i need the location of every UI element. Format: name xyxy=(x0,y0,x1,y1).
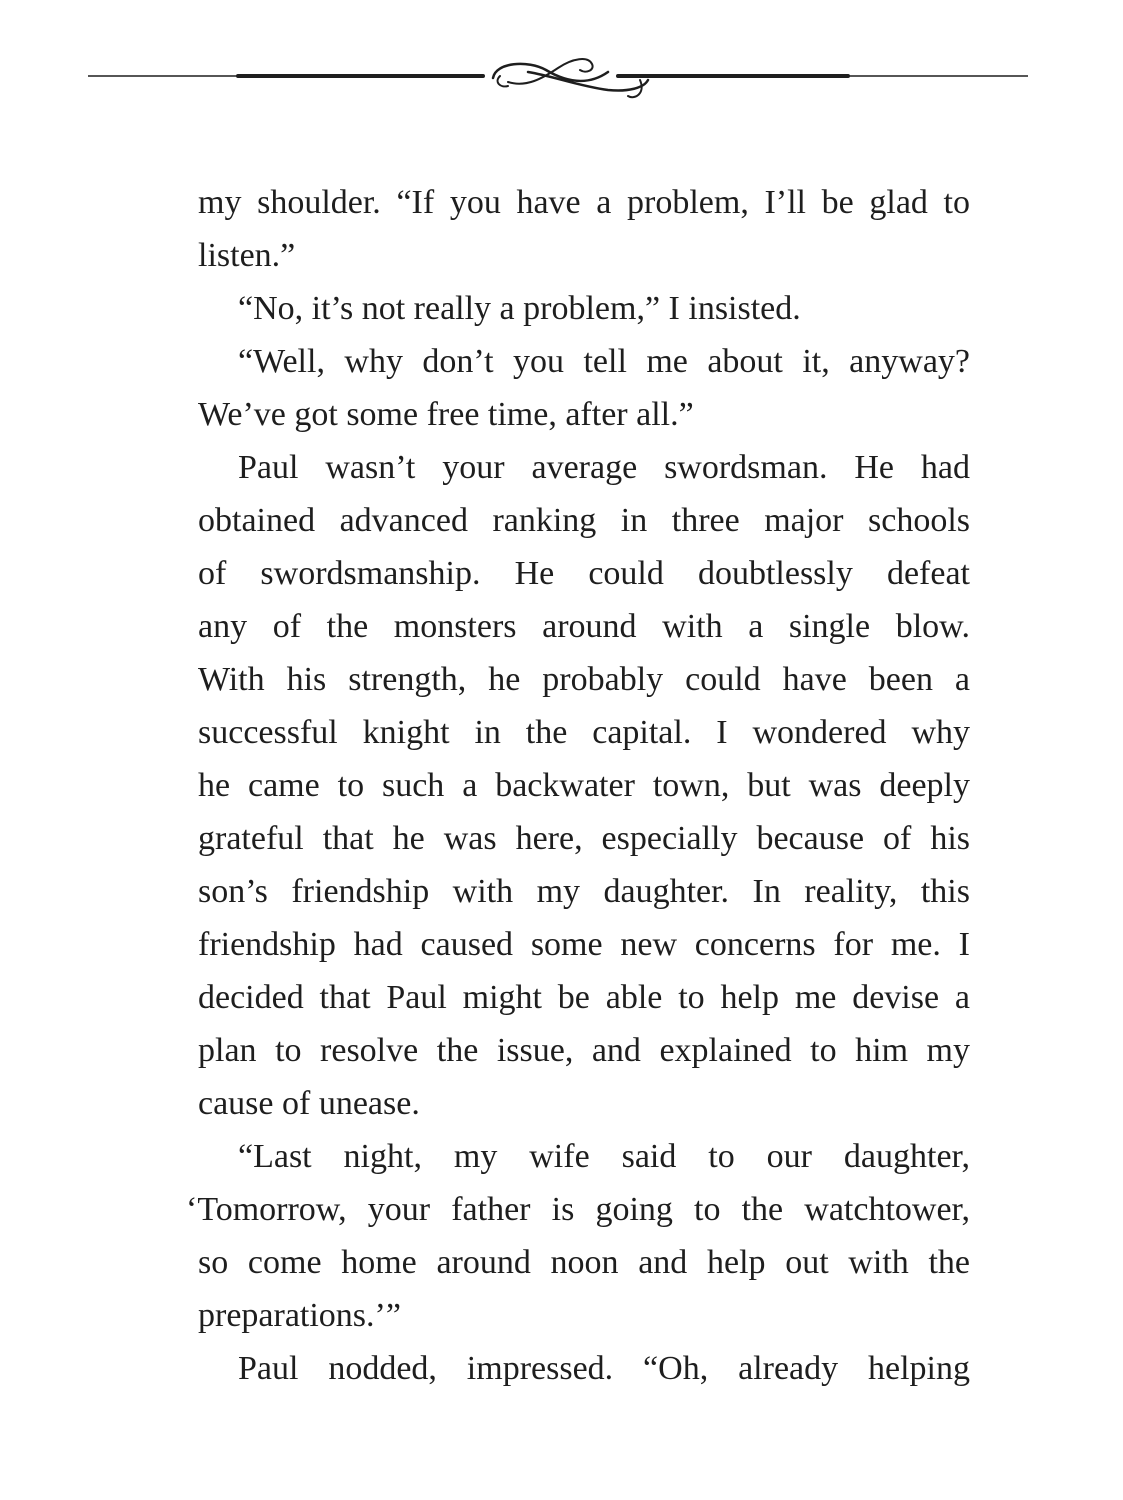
header-ornament xyxy=(88,52,1028,102)
text-line: so come home around noon and help out with the xyxy=(198,1244,970,1281)
text-line: any of the monsters around with a single blow. xyxy=(198,608,970,645)
text-line: friendship had caused some new concerns for me. I xyxy=(198,926,970,963)
text-line: With his strength, he probably could have been a xyxy=(198,661,970,698)
text-line: preparations.’” xyxy=(198,1297,401,1334)
text-line: decided that Paul might be able to help me devise a xyxy=(198,979,970,1016)
text-line: grateful that he was here, especially because of his xyxy=(198,820,970,857)
text-line: “No, it’s not really a problem,” I insisted. xyxy=(238,290,801,327)
text-line: my shoulder. “If you have a problem, I’ll be glad to xyxy=(198,184,970,221)
text-line: Paul wasn’t your average swordsman. He had xyxy=(238,449,970,486)
flourish-icon xyxy=(88,59,1028,97)
text-line: plan to resolve the issue, and explained to him my xyxy=(198,1032,970,1069)
text-line: obtained advanced ranking in three major schools xyxy=(198,502,970,539)
text-line: “Well, why don’t you tell me about it, anyway? xyxy=(238,343,970,380)
body-text xyxy=(186,176,970,1395)
text-line: We’ve got some free time, after all.” xyxy=(198,396,694,433)
text-line: son’s friendship with my daughter. In reality, this xyxy=(198,873,970,910)
text-line: listen.” xyxy=(198,237,296,274)
text-line: cause of unease. xyxy=(198,1085,420,1122)
text-line: he came to such a backwater town, but was deeply xyxy=(198,767,970,804)
text-line: “Last night, my wife said to our daughter, xyxy=(238,1138,970,1175)
text-line: of swordsmanship. He could doubtlessly defeat xyxy=(198,555,970,592)
text-line: ‘Tomorrow, your father is going to the watchtower, xyxy=(186,1191,970,1228)
text-line: successful knight in the capital. I wondered why xyxy=(198,714,970,751)
text-line: Paul nodded, impressed. “Oh, already helping xyxy=(238,1350,970,1387)
